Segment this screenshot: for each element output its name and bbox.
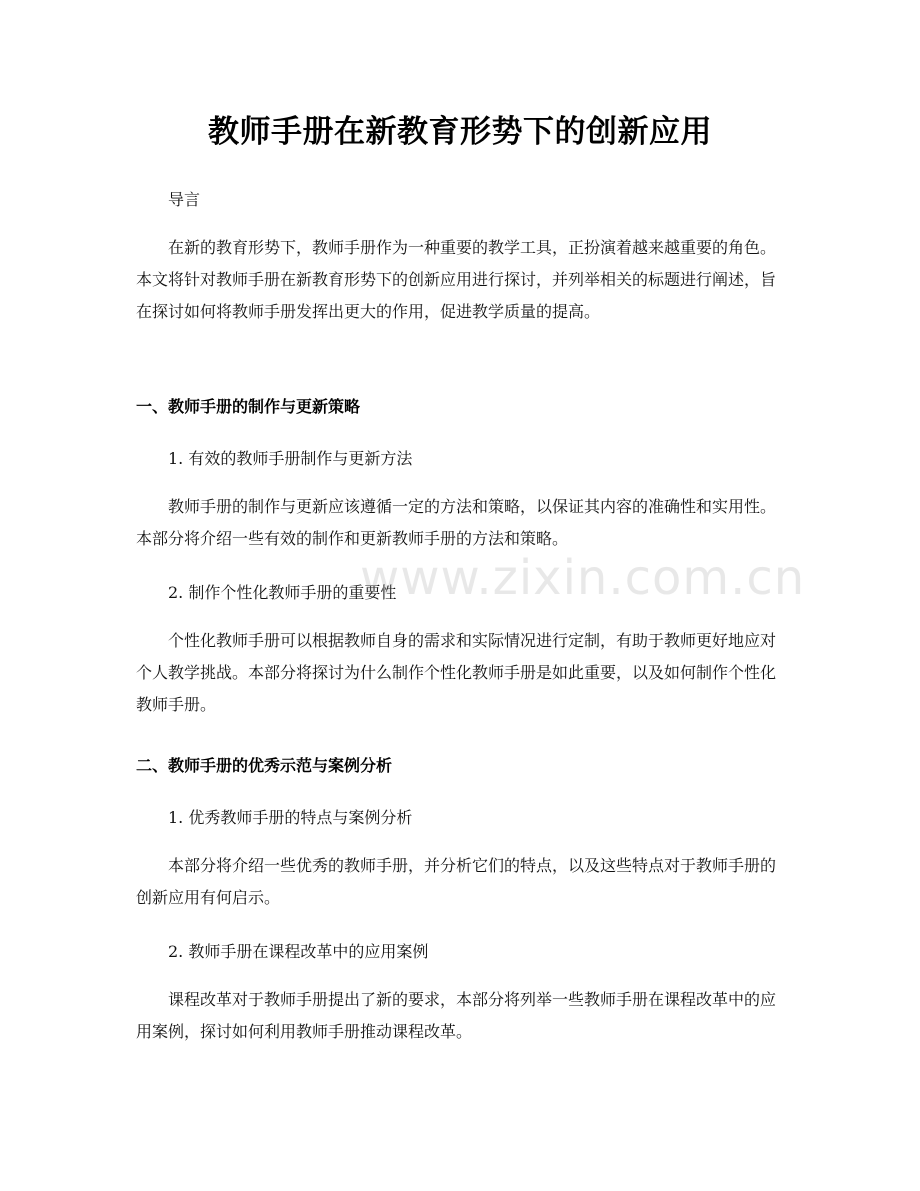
subsection-title-1-2: 2. 制作个性化教师手册的重要性 (168, 583, 397, 602)
subsection-title-2-2: 2. 教师手册在课程改革中的应用案例 (168, 942, 429, 961)
document-title: 教师手册在新教育形势下的创新应用 (208, 114, 712, 150)
subsection-body-1-1: 教师手册的制作与更新应该遵循一定的方法和策略，以保证其内容的准确性和实用性。本部分将介绍一些有效的制作和更新教师手册的方法和策略。 (136, 497, 777, 548)
subsection-body-2-2: 课程改革对于教师手册提出了新的要求，本部分将列举一些教师手册在课程改革中的应用案例，探讨如何利用教师手册推动课程改革。 (136, 990, 777, 1041)
subsection-title-2-1: 1. 优秀教师手册的特点与案例分析 (168, 808, 413, 827)
subsection-body-1-2: 个性化教师手册可以根据教师自身的需求和实际情况进行定制，有助于教师更好地应对个人教学挑战。本部分将探讨为什么制作个性化教师手册是如此重要，以及如何制作个性化教师手册。 (136, 631, 777, 714)
subsection-body-2-1: 本部分将介绍一些优秀的教师手册，并分析它们的特点，以及这些特点对于教师手册的创新应用有何启示。 (136, 856, 777, 907)
section-heading-1: 一、教师手册的制作与更新策略 (136, 397, 361, 416)
subsection-title-1-1: 1. 有效的教师手册制作与更新方法 (168, 449, 413, 468)
intro-label: 导言 (168, 190, 201, 209)
section-heading-2: 二、教师手册的优秀示范与案例分析 (136, 756, 393, 775)
intro-paragraph: 在新的教育形势下，教师手册作为一种重要的教学工具，正扮演着越来越重要的角色。本文将针对教师手册在新教育形势下的创新应用进行探讨，并列举相关的标题进行阐述，旨在探讨如何将教师手册发挥出更大的作用，促进教学质量的提高。 (136, 238, 777, 321)
watermark-text: www.zixin.com.cn (360, 550, 806, 606)
